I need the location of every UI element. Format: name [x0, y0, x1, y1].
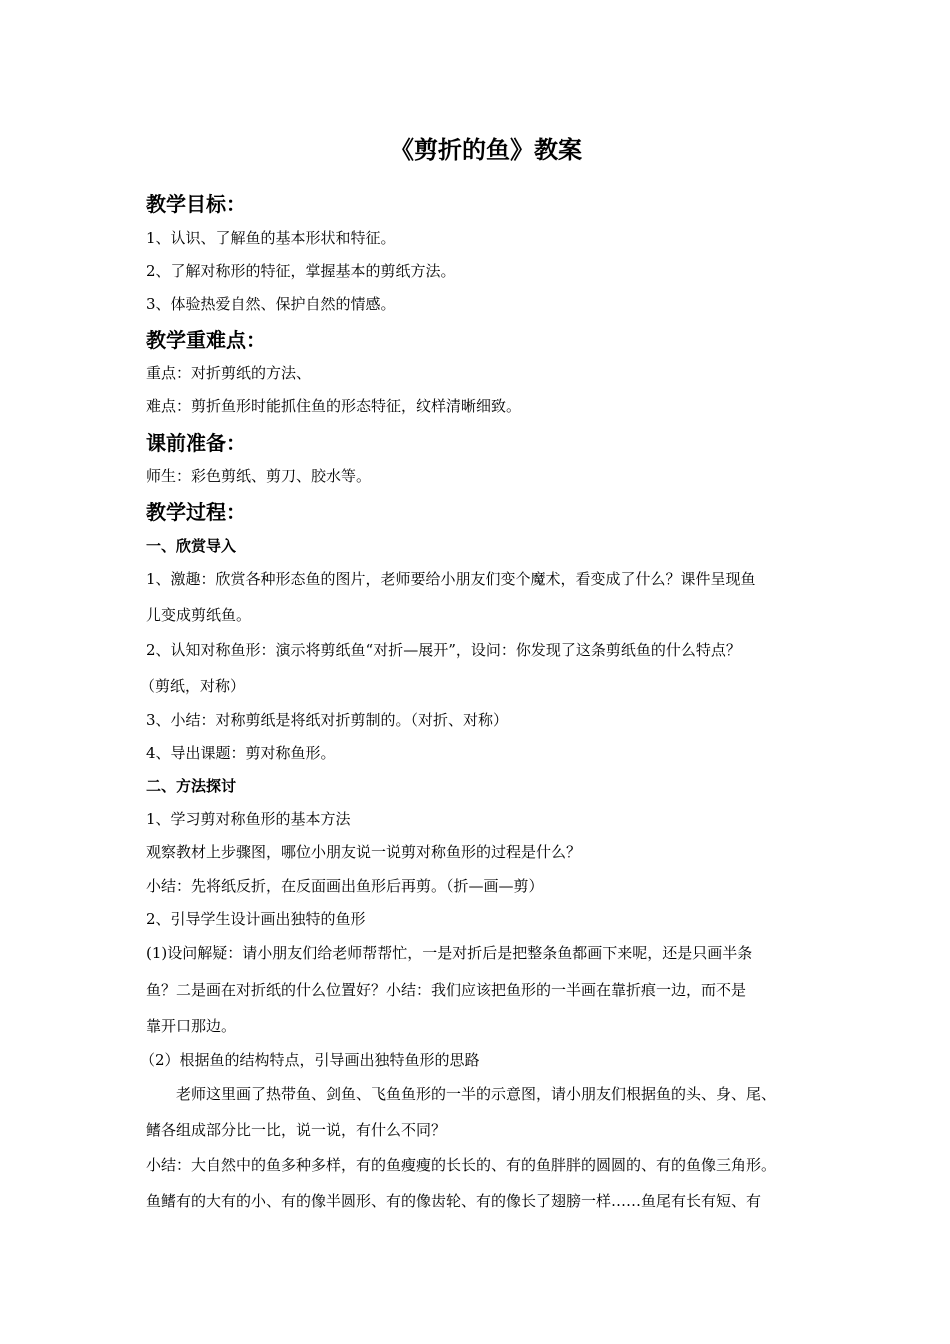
- process-heading: 教学过程：: [146, 500, 246, 524]
- key-points-heading: 教学重难点：: [146, 328, 266, 352]
- paragraph-line: 4、导出课题：剪对称鱼形。: [146, 744, 336, 762]
- paragraph-line: 鳍各组成部分比一比，说一说，有什么不同？: [146, 1121, 447, 1139]
- section-heading-intro: 一、欣赏导入: [146, 537, 237, 555]
- section-heading-method: 二、方法探讨: [146, 777, 237, 795]
- paragraph-line: 小结：先将纸反折，在反面画出鱼形后再剪。（折—画—剪）: [146, 877, 544, 895]
- goal-item: 1、认识、了解鱼的基本形状和特征。: [146, 229, 396, 247]
- paragraph-line: 老师这里画了热带鱼、剑鱼、飞鱼鱼形的一半的示意图，请小朋友们根据鱼的头、身、尾、: [176, 1085, 777, 1103]
- key-point-item: 重点：对折剪纸的方法、: [146, 364, 312, 382]
- paragraph-line: （剪纸，对称）: [140, 677, 246, 695]
- page-title: 《剪折的鱼》教案: [390, 136, 582, 164]
- paragraph-line: 1、学习剪对称鱼形的基本方法: [146, 810, 351, 828]
- preparation-heading: 课前准备：: [146, 431, 246, 455]
- preparation-text: 师生：彩色剪纸、剪刀、胶水等。: [146, 467, 372, 485]
- paragraph-line: (1)设问解疑：请小朋友们给老师帮帮忙，一是对折后是把整条鱼都画下来呢，还是只画半条: [146, 944, 753, 962]
- paragraph-line: 靠开口那边。: [146, 1017, 237, 1035]
- goal-item: 2、了解对称形的特征，掌握基本的剪纸方法。: [146, 262, 456, 280]
- paragraph-line: 观察教材上步骤图，哪位小朋友说一说剪对称鱼形的过程是什么？: [146, 843, 582, 861]
- paragraph-line: （2）根据鱼的结构特点，引导画出独特鱼形的思路: [140, 1051, 480, 1069]
- key-point-item: 难点：剪折鱼形时能抓住鱼的形态特征，纹样清晰细致。: [146, 397, 522, 415]
- paragraph-line: 2、认知对称鱼形：演示将剪纸鱼“对折—展开”，设问：你发现了这条剪纸鱼的什么特点？: [146, 641, 741, 659]
- paragraph-line: 1、激趣：欣赏各种形态鱼的图片，老师要给小朋友们变个魔术，看变成了什么？课件呈现鱼: [146, 570, 756, 588]
- paragraph-line: 鱼？二是画在对折纸的什么位置好？小结：我们应该把鱼形的一半画在靠折痕一边，而不是: [146, 981, 747, 999]
- paragraph-line: 2、引导学生设计画出独特的鱼形: [146, 910, 366, 928]
- paragraph-line: 儿变成剪纸鱼。: [146, 606, 252, 624]
- goal-item: 3、体验热爱自然、保护自然的情感。: [146, 295, 396, 313]
- goals-heading: 教学目标：: [146, 192, 246, 216]
- paragraph-line: 3、小结：对称剪纸是将纸对折剪制的。（对折、对称）: [146, 711, 509, 729]
- paragraph-line: 小结：大自然中的鱼多种多样，有的鱼瘦瘦的长长的、有的鱼胖胖的圆圆的、有的鱼像三角形。: [146, 1156, 777, 1174]
- paragraph-line: 鱼鳍有的大有的小、有的像半圆形、有的像齿轮、有的像长了翅膀一样……鱼尾有长有短、有: [146, 1192, 762, 1210]
